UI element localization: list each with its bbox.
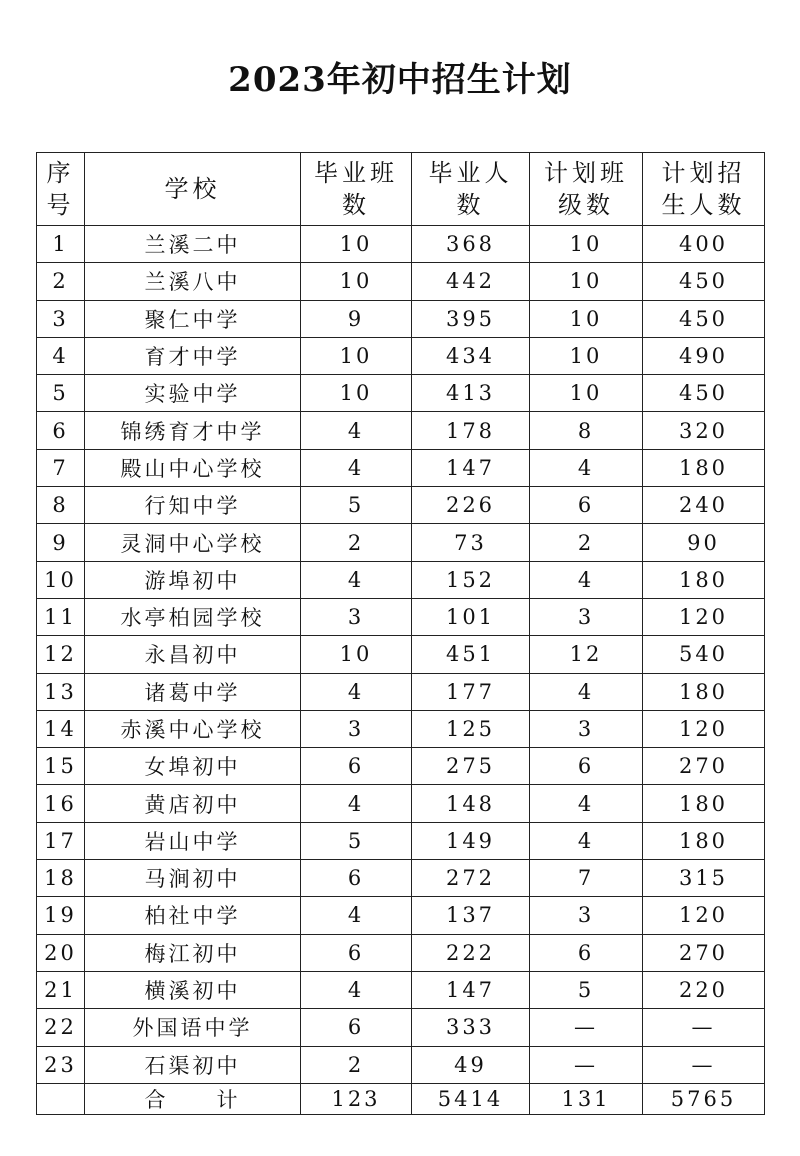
row-grad-classes: 5 <box>301 487 412 524</box>
row-plan-classes: — <box>530 1046 643 1083</box>
table-row <box>37 598 765 635</box>
row-school: 实验中学 <box>85 375 301 412</box>
row-plan-students: 180 <box>643 785 765 822</box>
row-seq: 16 <box>37 785 85 822</box>
row-plan-students: 180 <box>643 822 765 859</box>
table-row <box>37 412 765 449</box>
row-grad-students: 222 <box>412 934 530 971</box>
row-grad-classes: 4 <box>301 897 412 934</box>
table-row <box>37 263 765 300</box>
row-plan-classes: 10 <box>530 337 643 374</box>
row-school: 水亭柏园学校 <box>85 598 301 635</box>
row-plan-students: 120 <box>643 710 765 747</box>
row-seq: 11 <box>37 598 85 635</box>
row-seq: 4 <box>37 337 85 374</box>
row-seq: 8 <box>37 487 85 524</box>
table-row <box>37 375 765 412</box>
row-seq: 17 <box>37 822 85 859</box>
row-seq: 18 <box>37 860 85 897</box>
row-school: 岩山中学 <box>85 822 301 859</box>
row-seq: 20 <box>37 934 85 971</box>
row-grad-students: 226 <box>412 487 530 524</box>
row-grad-students: 272 <box>412 860 530 897</box>
row-school: 灵洞中心学校 <box>85 524 301 561</box>
table-row <box>37 226 765 263</box>
row-school: 诸葛中学 <box>85 673 301 710</box>
row-school: 马涧初中 <box>85 860 301 897</box>
row-grad-classes: 9 <box>301 300 412 337</box>
row-plan-classes: 10 <box>530 375 643 412</box>
row-plan-classes: 2 <box>530 524 643 561</box>
row-plan-students: 270 <box>643 748 765 785</box>
table-row <box>37 636 765 673</box>
row-grad-students: 147 <box>412 449 530 486</box>
row-grad-students: 73 <box>412 524 530 561</box>
row-seq: 19 <box>37 897 85 934</box>
row-seq: 2 <box>37 263 85 300</box>
row-plan-classes: 10 <box>530 226 643 263</box>
row-grad-classes: 4 <box>301 971 412 1008</box>
enrollment-plan-table <box>36 152 765 1115</box>
row-grad-students: 125 <box>412 710 530 747</box>
table-row <box>37 785 765 822</box>
row-school: 赤溪中心学校 <box>85 710 301 747</box>
row-school: 兰溪八中 <box>85 263 301 300</box>
table-row <box>37 710 765 747</box>
row-plan-classes: 4 <box>530 822 643 859</box>
row-plan-students: 180 <box>643 449 765 486</box>
row-school: 女埠初中 <box>85 748 301 785</box>
row-grad-classes: 2 <box>301 524 412 561</box>
row-grad-classes: 10 <box>301 226 412 263</box>
row-school: 柏社中学 <box>85 897 301 934</box>
row-plan-classes: 3 <box>530 598 643 635</box>
row-grad-classes: 6 <box>301 934 412 971</box>
table-row <box>37 860 765 897</box>
row-grad-classes: 3 <box>301 598 412 635</box>
row-school: 锦绣育才中学 <box>85 412 301 449</box>
row-seq: 22 <box>37 1009 85 1046</box>
row-grad-students: 152 <box>412 561 530 598</box>
header-grad-students: 毕业人数 <box>412 153 530 226</box>
total-grad-students: 5414 <box>412 1083 530 1114</box>
row-grad-classes: 4 <box>301 785 412 822</box>
row-plan-students: 400 <box>643 226 765 263</box>
row-grad-classes: 4 <box>301 449 412 486</box>
row-plan-classes: 4 <box>530 561 643 598</box>
row-school: 兰溪二中 <box>85 226 301 263</box>
row-plan-students: 90 <box>643 524 765 561</box>
table-row <box>37 971 765 1008</box>
row-plan-classes: — <box>530 1009 643 1046</box>
header-plan-students: 计划招生人数 <box>643 153 765 226</box>
row-plan-students: 450 <box>643 263 765 300</box>
row-seq: 1 <box>37 226 85 263</box>
row-seq: 6 <box>37 412 85 449</box>
row-grad-students: 178 <box>412 412 530 449</box>
row-plan-classes: 8 <box>530 412 643 449</box>
header-plan-classes: 计划班级数 <box>530 153 643 226</box>
row-plan-students: 315 <box>643 860 765 897</box>
row-plan-classes: 5 <box>530 971 643 1008</box>
table-row <box>37 449 765 486</box>
row-plan-classes: 3 <box>530 897 643 934</box>
row-plan-students: 490 <box>643 337 765 374</box>
row-grad-students: 137 <box>412 897 530 934</box>
row-plan-classes: 6 <box>530 487 643 524</box>
row-grad-classes: 5 <box>301 822 412 859</box>
row-plan-classes: 4 <box>530 673 643 710</box>
row-plan-students: 270 <box>643 934 765 971</box>
row-grad-classes: 6 <box>301 1009 412 1046</box>
row-plan-students: 120 <box>643 598 765 635</box>
row-school: 横溪初中 <box>85 971 301 1008</box>
row-school: 聚仁中学 <box>85 300 301 337</box>
table-row <box>37 561 765 598</box>
row-seq: 23 <box>37 1046 85 1083</box>
row-plan-classes: 4 <box>530 449 643 486</box>
table-row <box>37 822 765 859</box>
row-plan-classes: 3 <box>530 710 643 747</box>
row-seq: 13 <box>37 673 85 710</box>
row-grad-classes: 6 <box>301 860 412 897</box>
row-grad-classes: 4 <box>301 412 412 449</box>
table-row <box>37 934 765 971</box>
row-plan-students: — <box>643 1046 765 1083</box>
row-school: 育才中学 <box>85 337 301 374</box>
row-grad-students: 434 <box>412 337 530 374</box>
row-school: 梅江初中 <box>85 934 301 971</box>
row-grad-students: 101 <box>412 598 530 635</box>
page-title: 2023年初中招生计划 <box>228 60 572 100</box>
table-header-row <box>37 153 765 226</box>
row-school: 游埠初中 <box>85 561 301 598</box>
row-grad-students: 413 <box>412 375 530 412</box>
row-seq: 12 <box>37 636 85 673</box>
row-school: 行知中学 <box>85 487 301 524</box>
row-grad-classes: 6 <box>301 748 412 785</box>
row-grad-classes: 10 <box>301 337 412 374</box>
row-seq: 15 <box>37 748 85 785</box>
row-plan-classes: 7 <box>530 860 643 897</box>
row-school: 永昌初中 <box>85 636 301 673</box>
row-seq: 9 <box>37 524 85 561</box>
row-school: 外国语中学 <box>85 1009 301 1046</box>
row-plan-students: 180 <box>643 673 765 710</box>
row-school: 石渠初中 <box>85 1046 301 1083</box>
row-grad-students: 442 <box>412 263 530 300</box>
table-row <box>37 897 765 934</box>
row-plan-students: 180 <box>643 561 765 598</box>
row-plan-students: 450 <box>643 300 765 337</box>
row-plan-students: 120 <box>643 897 765 934</box>
table-total-row <box>37 1083 765 1114</box>
row-plan-classes: 12 <box>530 636 643 673</box>
row-seq: 14 <box>37 710 85 747</box>
table-row <box>37 1009 765 1046</box>
row-grad-students: 177 <box>412 673 530 710</box>
total-grad-classes: 123 <box>301 1083 412 1114</box>
row-plan-students: 240 <box>643 487 765 524</box>
row-seq: 21 <box>37 971 85 1008</box>
total-plan-classes: 131 <box>530 1083 643 1114</box>
row-plan-students: 540 <box>643 636 765 673</box>
total-seq-cell <box>37 1083 85 1114</box>
row-grad-classes: 3 <box>301 710 412 747</box>
row-grad-students: 395 <box>412 300 530 337</box>
table-row <box>37 524 765 561</box>
row-grad-classes: 2 <box>301 1046 412 1083</box>
table-row <box>37 748 765 785</box>
header-school: 学校 <box>85 153 301 226</box>
row-grad-students: 368 <box>412 226 530 263</box>
row-plan-students: 450 <box>643 375 765 412</box>
row-grad-classes: 10 <box>301 636 412 673</box>
total-label: 合 计 <box>85 1083 301 1114</box>
row-seq: 7 <box>37 449 85 486</box>
row-school: 黄店初中 <box>85 785 301 822</box>
row-grad-students: 333 <box>412 1009 530 1046</box>
row-seq: 10 <box>37 561 85 598</box>
row-plan-students: — <box>643 1009 765 1046</box>
row-plan-classes: 4 <box>530 785 643 822</box>
table-row <box>37 673 765 710</box>
row-grad-students: 451 <box>412 636 530 673</box>
row-plan-classes: 10 <box>530 300 643 337</box>
row-grad-classes: 10 <box>301 263 412 300</box>
table-row <box>37 300 765 337</box>
table-row <box>37 337 765 374</box>
row-plan-students: 320 <box>643 412 765 449</box>
row-grad-students: 149 <box>412 822 530 859</box>
row-grad-classes: 10 <box>301 375 412 412</box>
row-seq: 3 <box>37 300 85 337</box>
row-grad-students: 275 <box>412 748 530 785</box>
row-plan-classes: 6 <box>530 934 643 971</box>
row-plan-classes: 10 <box>530 263 643 300</box>
row-seq: 5 <box>37 375 85 412</box>
table-row <box>37 1046 765 1083</box>
row-plan-classes: 6 <box>530 748 643 785</box>
row-grad-students: 49 <box>412 1046 530 1083</box>
header-seq: 序号 <box>37 153 85 226</box>
row-grad-students: 147 <box>412 971 530 1008</box>
row-grad-classes: 4 <box>301 561 412 598</box>
total-plan-students: 5765 <box>643 1083 765 1114</box>
table-row <box>37 487 765 524</box>
row-grad-classes: 4 <box>301 673 412 710</box>
row-grad-students: 148 <box>412 785 530 822</box>
row-school: 殿山中心学校 <box>85 449 301 486</box>
header-grad-classes: 毕业班数 <box>301 153 412 226</box>
row-plan-students: 220 <box>643 971 765 1008</box>
